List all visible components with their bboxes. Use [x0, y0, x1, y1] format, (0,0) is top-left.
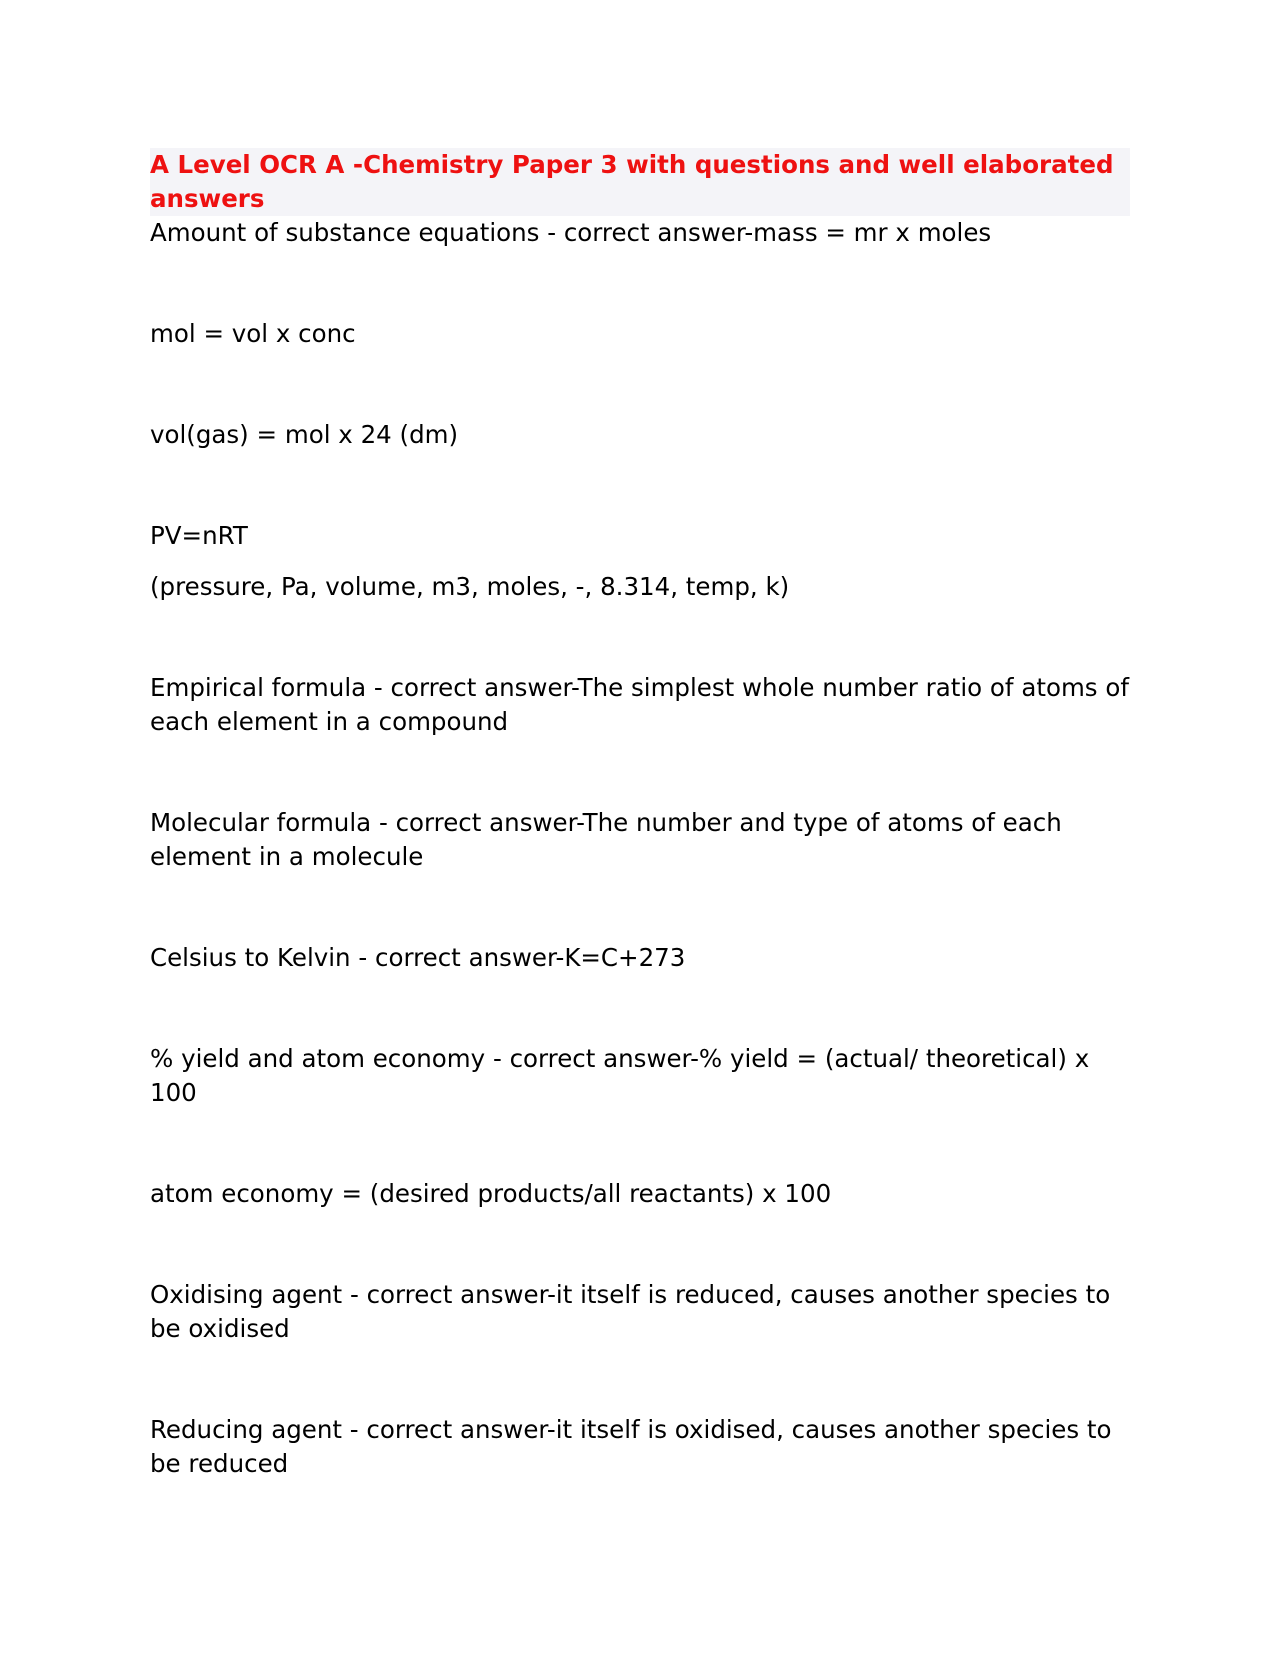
text-line: mol = vol x conc: [150, 319, 356, 348]
text-line: Amount of substance equations - correct answer-mass = mr x moles: [150, 218, 992, 247]
text-line: Reducing agent - correct answer-it itself is oxidised, causes another species to be reduced: [150, 1415, 1112, 1478]
document-title: A Level OCR A -Chemistry Paper 3 with questions and well elaborated answers: [150, 150, 1114, 213]
text-line: Empirical formula - correct answer-The simplest whole number ratio of atoms of each element in a compound: [150, 673, 1129, 736]
title-band: [150, 148, 1130, 216]
text-line: (pressure, Pa, volume, m3, moles, -, 8.314, temp, k): [150, 572, 790, 601]
text-line: atom economy = (desired products/all reactants) x 100: [150, 1179, 832, 1208]
document-page: [150, 148, 1130, 1481]
text-line: PV=nRT: [150, 521, 248, 550]
text-line: Oxidising agent - correct answer-it itself is reduced, causes another species to be oxidised: [150, 1280, 1111, 1343]
text-line: Molecular formula - correct answer-The number and type of atoms of each element in a molecule: [150, 808, 1062, 871]
text-line: vol(gas) = mol x 24 (dm): [150, 420, 459, 449]
text-line: Celsius to Kelvin - correct answer-K=C+273: [150, 943, 686, 972]
text-line: % yield and atom economy - correct answer-% yield = (actual/ theoretical) x 100: [150, 1044, 1090, 1107]
